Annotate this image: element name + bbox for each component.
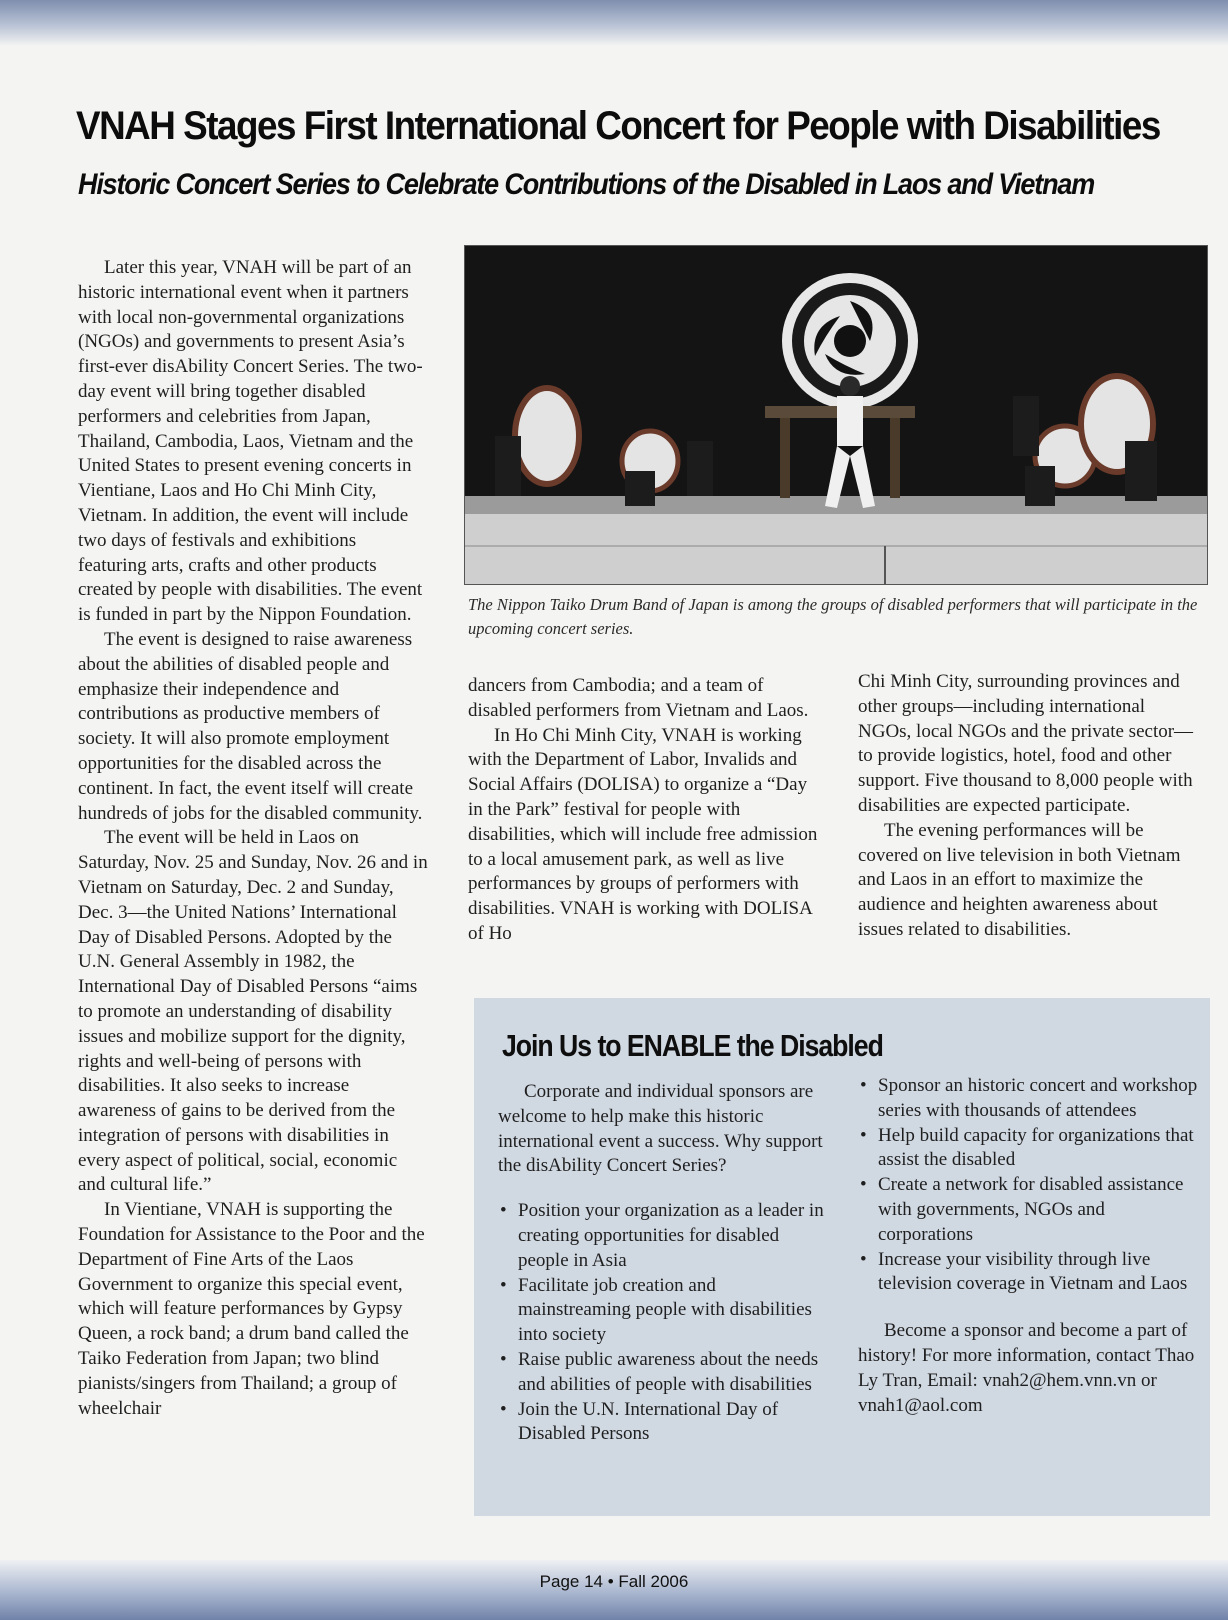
benefit-list: [498, 1199, 828, 1447]
bullet-icon: •: [500, 1200, 507, 1222]
bullet-icon: •: [860, 1174, 867, 1196]
article-subheadline: Historic Concert Series to Celebrate Contributions of the Disabled in Laos and Vietnam: [78, 168, 1095, 201]
sidebar-title: Join Us to ENABLE the Disabled: [502, 1028, 883, 1063]
bullet-icon: •: [860, 1075, 867, 1096]
sponsor-sidebar: [474, 998, 1210, 1516]
article-column-2: [468, 674, 818, 947]
article-column-1: [78, 256, 428, 1421]
bullet-icon: •: [500, 1274, 507, 1296]
paragraph: In Vientiane, VNAH is supporting the Foundation for Assistance to the Poor and the Department of Fine Arts of the Laos Government to organize this special event, which will feature performances by Gypsy Queen, a rock band; a drum band called the Taiko Federation from Japan; two blind pianists/singers from Thailand; a group of wheelchair: [78, 1199, 425, 1419]
bullet-icon: •: [500, 1398, 507, 1420]
page-footer: Page 14 • Fall 2006: [539, 1572, 689, 1591]
list-item: • Facilitate job creation and mainstreaming people with disabilities into society: [500, 1274, 812, 1346]
sponsor-contact: Become a sponsor and become a part of history! For more information, contact Thao Ly Tran, Email: vnah2@hem.vnn.vn or vnah1@aol.com: [858, 1320, 1195, 1416]
paragraph: Chi Minh City, surrounding provinces and other groups—including international NGOs, local NGOs and the private sector—to provide logistics, hotel, food and other support. Five thousand to 8,000 people with disabilities are expected participate.: [858, 671, 1194, 816]
article-headline: VNAH Stages First International Concert for People with Disabilities: [76, 104, 1160, 148]
paragraph: The event will be held in Laos on Saturday, Nov. 25 and Sunday, Nov. 26 and in Vietnam on Saturday, Dec. 2 and Sunday, Dec. 3—the United Nations’ International Day of Disabled Persons. Adopted by the U.N. General Assembly in 1982, the International Day of Disabled Persons “aims to promote an understanding of disability issues and mobilize support for the dignity, rights and well-being of persons with disabilities. It also seeks to increase awareness of gains to be derived from the integration of persons with disabilities in every aspect of political, social, economic and cultural life.”: [78, 827, 428, 1196]
taiko-drum-photo: [464, 245, 1208, 585]
bullet-icon: •: [860, 1124, 867, 1146]
paragraph: Later this year, VNAH will be part of an historic international event when it partners with local non-governmental organizations (NGOs) and governments to present Asia’s first-ever disAbility Concert Series. The two-day event will bring together disabled performers and celebrities from Japan, Thailand, Cambodia, Laos, Vietnam and the United States to present evening concerts in Vientiane, Laos and Ho Chi Minh City, Vietnam. In addition, the event will include two days of festivals and exhibitions featuring arts, crafts and other products created by people with disabilities. The event is funded in part by the Nippon Foundation.: [78, 257, 423, 626]
list-item: • Help build capacity for organizations that assist the disabled: [860, 1124, 1194, 1171]
list-item: • Create a network for disabled assistance with governments, NGOs and corporations: [860, 1174, 1184, 1245]
list-item: • Position your organization as a leader in creating opportunities for disabled people in Asia: [500, 1200, 824, 1271]
paragraph: The event is designed to raise awareness about the abilities of disabled people and emphasize their independence and contributions as productive members of society. It will also promote employment opportunities for the disabled across the continent. In fact, the event itself will create hundreds of jobs for the disabled community.: [78, 628, 423, 824]
paragraph: dancers from Cambodia; and a team of disabled performers from Vietnam and Laos.: [468, 675, 809, 721]
photo-illustration: [465, 246, 1207, 584]
list-item: • Increase your visibility through live television coverage in Vietnam and Laos: [860, 1248, 1188, 1295]
bullet-icon: •: [860, 1248, 867, 1270]
benefit-list: [858, 1074, 1198, 1297]
list-item: • Sponsor an historic concert and workshop series with thousands of attendees: [860, 1075, 1198, 1121]
sidebar-intro: Corporate and individual sponsors are welcome to help make this historic international event a success. Why support the disAbility Concert Series?: [498, 1081, 823, 1177]
article-column-3: [858, 670, 1198, 943]
sidebar-right-column: [858, 1074, 1198, 1418]
list-item: • Raise public awareness about the needs and abilities of people with disabilities: [500, 1348, 819, 1395]
paragraph: The evening performances will be covered on live television in both Vietnam and Laos in an effort to maximize the audience and heighten awareness about issues related to disabilities.: [858, 819, 1181, 940]
list-item: • Join the U.N. International Day of Disabled Persons: [500, 1398, 779, 1445]
sidebar-left-column: [498, 1080, 828, 1447]
paragraph: In Ho Chi Minh City, VNAH is working with the Department of Labor, Invalids and Social Affairs (DOLISA) to organize a “Day in the Park” festival for people with disabilities, which will include free admission to a local amusement park, as well as live performances by groups of performers with disabilities. VNAH is working with DOLISA of Ho: [468, 724, 818, 944]
photo-caption: The Nippon Taiko Drum Band of Japan is among the groups of disabled performers that will participate in the upcoming concert series.: [468, 595, 1198, 638]
bullet-icon: •: [500, 1348, 507, 1370]
